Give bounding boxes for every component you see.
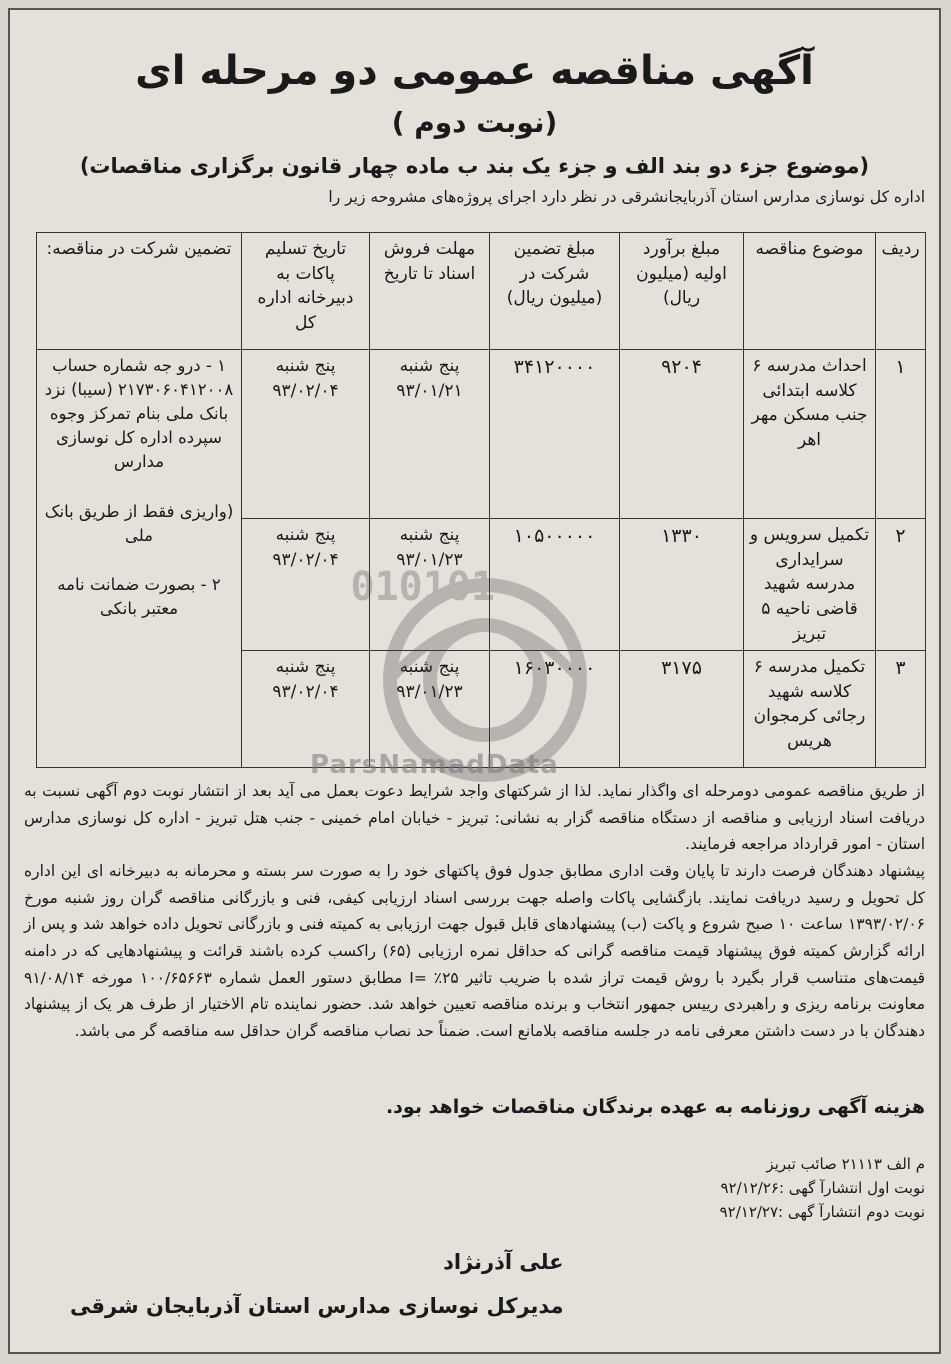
ad-intro: اداره کل نوسازی مدارس استان آذربایجانشرقی در نظر دارد اجرای پروژه‌های مشروحه زیر را: [328, 188, 925, 206]
watermark-digits: 010101: [350, 564, 495, 610]
row-estimate: ۳۱۷۵: [620, 651, 744, 768]
row-number: ۱: [876, 350, 926, 519]
row-subject: تکمیل مدرسه ۶ کلاسه شهید رجائی کرمجوان هریس: [744, 651, 876, 768]
row-bond: ۱۶۰۳۰۰۰۰: [490, 651, 620, 768]
guarantee-item-1: ۱ - درو جه شماره حساب ۲۱۷۳۰۶۰۴۱۲۰۰۸ (سیبا) نزد بانک ملی بنام تمرکز وجوه سپرده اداره کل نوسازی مدارس: [44, 356, 234, 471]
row-docs-deadline: پنج شنبه ۹۳/۰۱/۲۳: [370, 519, 490, 651]
second-publication: نوبت دوم انتشارآ گهی :۹۲/۱۲/۲۷: [719, 1203, 925, 1221]
body-paragraph-2: پیشنهاد دهندگان فرصت دارند تا پایان وقت اداری مطابق جدول فوق پاکتهای خود را به صورت سر بسته و محرمانه به دبیرخانه ای این اداره کل تحویل و رسید دریافت نمایند. بازگشایی پاکات واصله جهت بررسی اسناد ارزیابی کیفی، فنی و بازرگانی مناقصه گران روز شنبه مورخ ۱۳۹۳/۰۲/۰۶ ساعت ۱۰ صبح شروع و پاکت (ب) پیشنهادهای قابل قبول جهت ارزیابی به کمیته فنی و بازرگانی تحویل داده خواهد شد و پس از ارائه گزارش کمیته فوق پیشنهاد قیمت مناقصه گرانی که حداقل نمره ارزیابی (۶۵) راکسب کرده باشند قرائت و پیشنهادهایی که در دامنه قیمت‌های متناسب قرار بگیرد با روش قیمت تراز شده با ضریب تاثیر ۲۵٪ =I مطابق دستور العمل شماره ۱۰۰/۶۵۶۶۳ مورخه ۹۱/۰۸/۱۴ معاونت برنامه ریزی و راهبردی رییس جمهور انتخاب و برنده مناقصه تعیین خواهد شد. حضور نماینده تام الاختیار از طرف هر یک از پیشنهاد دهندگان با در دست داشتن معرفی نامه در جلسه مناقصه بلامانع است. ضمناً حد نصاب مناقصه گران حداقل سه مناقصه گر می باشد.: [24, 861, 925, 1040]
guarantee-cell: [37, 350, 242, 768]
header-subject: موضوع مناقصه: [744, 233, 876, 350]
header-guarantee: تضمین شرکت در مناقصه:: [37, 233, 242, 350]
row-subject: تکمیل سرویس و سرایداری مدرسه شهید قاضی ناحیه ۵ تبریز: [744, 519, 876, 651]
watermark-text: ParsNamadData: [310, 750, 559, 780]
cost-note: هزینه آگهی روزنامه به عهده برندگان مناقصات خواهد بود.: [385, 1096, 925, 1118]
reference-number: م الف ۲۱۱۱۳ صائب تبریز: [766, 1155, 925, 1173]
row-estimate: ۹۲۰۴: [620, 350, 744, 519]
header-bond: مبلغ تضمین شرکت در (میلیون ریال): [490, 233, 620, 350]
tender-table: [36, 232, 926, 768]
row-delivery-date: پنج شنبه ۹۳/۰۲/۰۴: [242, 651, 370, 768]
body-paragraph-1: از طریق مناقصه عمومی دومرحله ای واگذار نماید. لذا از شرکتهای واجد شرایط دعوت بعمل می آید بعد از انتشار نوبت دوم آگهی نسبت به دریافت اسناد ارزیابی و مناقصه از دستگاه مناقصه گزار به نشانی: تبریز - خیابان امام خمینی - جنب هتل تبریز - اداره کل نوسازی مدارس استان - امور قرارداد مراجعه فرمایند.: [24, 782, 925, 854]
row-bond: ۳۴۱۲۰۰۰۰: [490, 350, 620, 519]
guarantee-item-2: ۲ - بصورت ضمانت نامه معتبر بانکی: [57, 575, 221, 619]
header-row-number: ردیف: [876, 233, 926, 350]
guarantee-item-1-note: (واریزی فقط از طریق بانک ملی: [44, 501, 234, 545]
header-docs-deadline: مهلت فروش اسناد تا تاریخ: [370, 233, 490, 350]
ad-subtitle: (نوبت دوم ): [391, 106, 558, 139]
row-estimate: ۱۳۳۰: [620, 519, 744, 651]
first-publication: نوبت اول انتشارآ گهی :۹۲/۱۲/۲۶: [720, 1179, 925, 1197]
row-delivery-date: پنج شنبه ۹۳/۰۲/۰۴: [242, 350, 370, 519]
row-number: ۳: [876, 651, 926, 768]
advertisement-page: [8, 8, 941, 1354]
header-estimate: مبلغ برآورد اولیه (میلیون ریال): [620, 233, 744, 350]
row-delivery-date: پنج شنبه ۹۳/۰۲/۰۴: [242, 519, 370, 651]
publication-info: [720, 1152, 925, 1224]
row-docs-deadline: پنج شنبه ۹۳/۰۱/۲۱: [370, 350, 490, 519]
row-subject: احداث مدرسه ۶ کلاسه ابتدائی جنب مسکن مهر اهر: [744, 350, 876, 519]
table-row: [37, 350, 926, 519]
row-bond: ۱۰۵۰۰۰۰۰: [490, 519, 620, 651]
signature-block: [70, 1240, 564, 1328]
table-header-row: [37, 233, 926, 350]
signer-name: علی آذرنژاد: [443, 1250, 564, 1274]
signer-title: مدیرکل نوسازی مدارس استان آذربایجان شرقی: [70, 1294, 564, 1319]
header-delivery-date: تاریخ تسلیم پاکات به دبیرخانه اداره کل: [242, 233, 370, 350]
row-docs-deadline: پنج شنبه ۹۳/۰۱/۲۳: [370, 651, 490, 768]
body-text: [24, 778, 925, 1045]
ad-title: آگهی مناقصه عمومی دو مرحله ای: [135, 48, 814, 94]
row-number: ۲: [876, 519, 926, 651]
ad-subject: (موضوع جزء دو بند الف و جزء یک بند ب ماده چهار قانون برگزاری مناقصات): [79, 154, 870, 178]
